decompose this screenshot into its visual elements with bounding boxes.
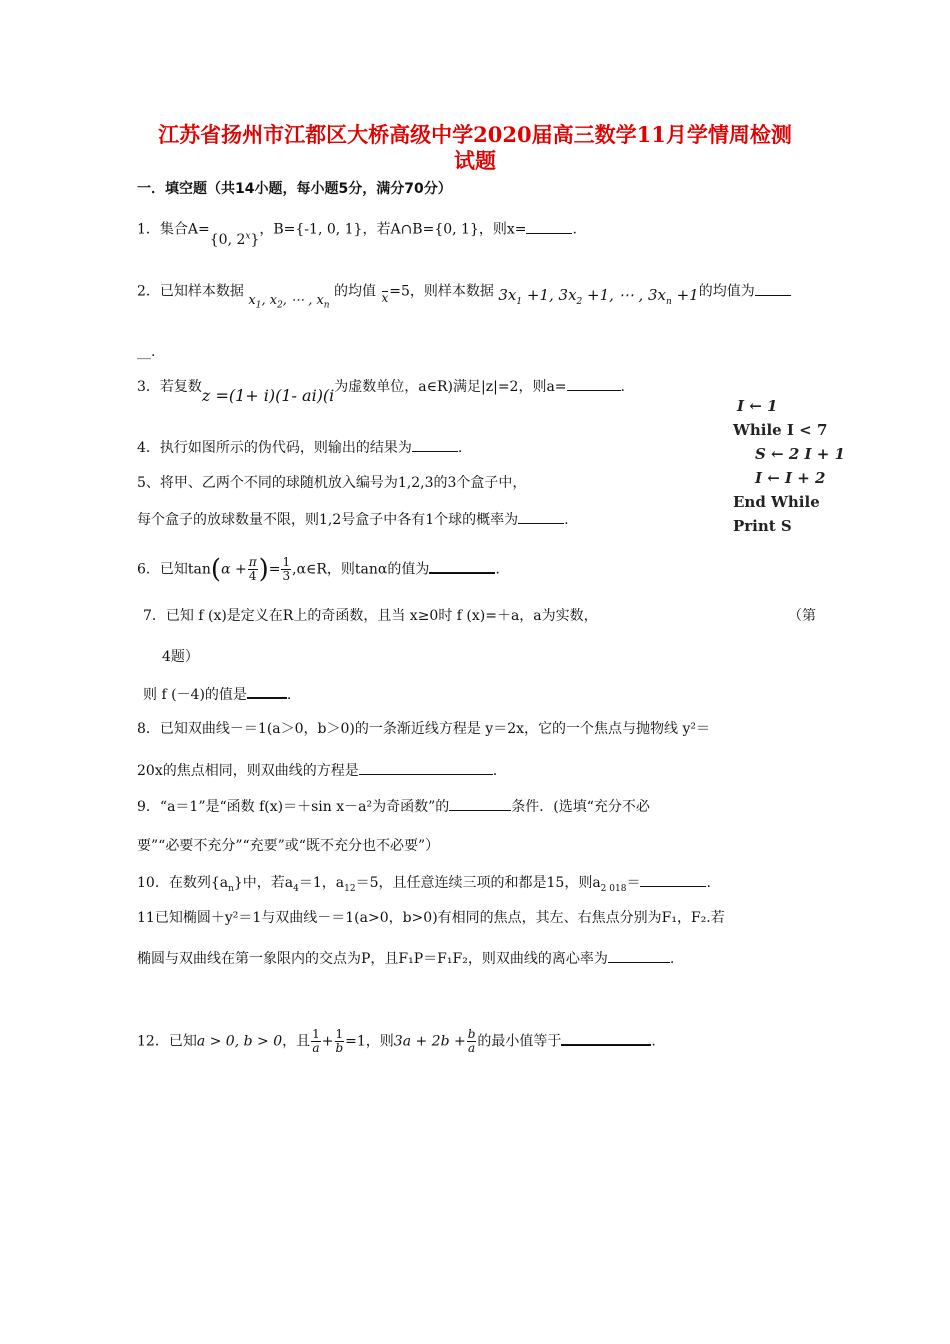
q2-sample-vars: $x_1$, $x_2$, ⋯ , $x_n$: [248, 292, 330, 311]
q6-answer-blank: [429, 558, 495, 574]
question-4: 4．执行如图所示的伪代码，则输出的结果为 .: [137, 437, 462, 458]
section-heading: 一．填空题（共14小题，每小题5分，满分70分）: [137, 181, 452, 197]
q6-one-third: $\frac{1}{3}$: [282, 555, 291, 583]
q2-answer-blank: [755, 281, 791, 296]
q8-answer-blank: [359, 760, 493, 775]
question-3: 3．若复数z =(1+ i)(1- ai)(i为虚数单位，a∈R)满足|z|=2，则a= .: [137, 376, 625, 397]
question-8-line-2: 20x的焦点相同，则双曲线的方程是 .: [137, 760, 497, 781]
q1-set: {0, 2$^x$}: [209, 231, 260, 248]
question-2: 2．已知样本数据 $x_1$, $x_2$, ⋯ , $x_n$ 的均值 x =5，则样本数据 $3x_1 +1$, $3x_2 +1$, ⋯ , $3x_n +1$的均值为: [137, 278, 791, 308]
question-11: 11已知椭圆＋y²＝1与双曲线－＝1(a>0，b>0)有相同的焦点，其左、右焦点分别为F₁，F₂.若: [137, 910, 725, 926]
q5-answer-blank: [518, 509, 564, 524]
q12-expression: 3a + 2b +: [393, 1033, 466, 1050]
document-title: [120, 122, 830, 174]
q12-answer-blank: [561, 1030, 651, 1046]
code-line-5: End While: [733, 493, 820, 511]
question-5: 5、将甲、乙两个不同的球随机放入编号为1,2,3的3个盒子中，: [137, 475, 527, 491]
q12-frac-1-over-a: $\frac{1}{a}$: [312, 1027, 320, 1055]
question-9: 9．“a＝1”是“函数 f(x)＝＋sin x－a²为奇函数”的 条件．(选填“充分不必: [137, 796, 650, 817]
code-line-6: Print S: [733, 517, 792, 535]
q6-pi-over-4: $\frac{\pi}{4}$: [248, 555, 257, 583]
figure-caption-part-1: （第: [788, 608, 816, 624]
q10-answer-blank: [640, 872, 706, 887]
code-line-4: I ← I + 2: [755, 469, 826, 487]
question-12: 12．已知a > 0, b > 0，且 $\frac{1}{a}$ + $\frac{1}{b}$ =1，则3a + 2b + $\frac{b}{a}$ 的最小值等于 .: [137, 1027, 656, 1055]
code-line-1: I ← 1: [737, 397, 778, 415]
q2-new-sample: $3x_1 +1$, $3x_2 +1$, ⋯ , $3x_n +1$: [498, 285, 699, 307]
q4-answer-blank: [412, 437, 458, 452]
code-line-3: S ← 2 I + 1: [755, 445, 845, 463]
title-line-1: 江苏省扬州市江都区大桥高级中学2020届高三数学11月学情周检测: [158, 122, 792, 147]
question-7: 7．已知 f (x)是定义在R上的奇函数，且当 x≥0时 f (x)=＋a，a为实数，: [143, 608, 598, 624]
figure-caption-part-2: 4题）: [162, 649, 199, 665]
q2-mean-bar: x: [382, 278, 389, 305]
code-line-2: While I < 7: [733, 421, 828, 439]
question-1: 1．集合A={0, 2$^x$}，B={-1, 0, 1}，若A∩B={0, 1}，则x= .: [137, 216, 577, 240]
q12-frac-1-over-b: $\frac{1}{b}$: [335, 1027, 344, 1055]
question-10: 10．在数列$\{a_n\}$中，若$a_4=1$，$a_{12}=5$，且任意连续三项的和都是15，则$a_{2 018}=$ .: [137, 872, 711, 899]
q12-frac-b-over-a: $\frac{b}{a}$: [467, 1027, 476, 1055]
question-7-line-2: 则 f (－4)的值是 .: [143, 683, 291, 705]
q3-answer-blank: [567, 376, 621, 391]
question-5-line-2: 每个盒子的放球数量不限，则1,2号盒子中各有1个球的概率为 .: [137, 509, 569, 530]
question-9-line-2: 要”“必要不充分”“充要”或“既不充分也不必要”）: [137, 838, 440, 854]
question-11-line-2: 椭圆与双曲线在第一象限内的交点为P，且F₁P＝F₁F₂，则双曲线的离心率为 .: [137, 948, 674, 969]
q7-answer-blank: [247, 683, 287, 699]
question-6: 6．已知tan(α + $\frac{\pi}{4}$ )= $\frac{1}{3}$ ,α∈R，则tanα的值为 .: [137, 554, 500, 585]
q1-text: 1．集合A=: [137, 221, 210, 238]
pseudocode-figure: [733, 394, 853, 538]
q12-condition: a > 0, b > 0: [196, 1033, 283, 1050]
q2-text: 2．已知样本数据: [137, 283, 244, 300]
title-line-2: 试题: [454, 148, 496, 173]
q3-formula: z =(1+ i)(1- ai)(i: [201, 386, 335, 405]
q9-answer-blank: [449, 796, 511, 811]
q11-answer-blank: [608, 948, 670, 963]
q1-text-b: ，B={-1, 0, 1}，若A∩B={0, 1}，则x=: [259, 221, 527, 238]
question-2-line-2: __.: [137, 344, 156, 360]
question-8: 8．已知双曲线－＝1(a＞0，b＞0)的一条渐近线方程是 y＝2x，它的一个焦点与抛物线 y²＝: [137, 721, 710, 737]
q1-answer-blank: [526, 219, 572, 234]
